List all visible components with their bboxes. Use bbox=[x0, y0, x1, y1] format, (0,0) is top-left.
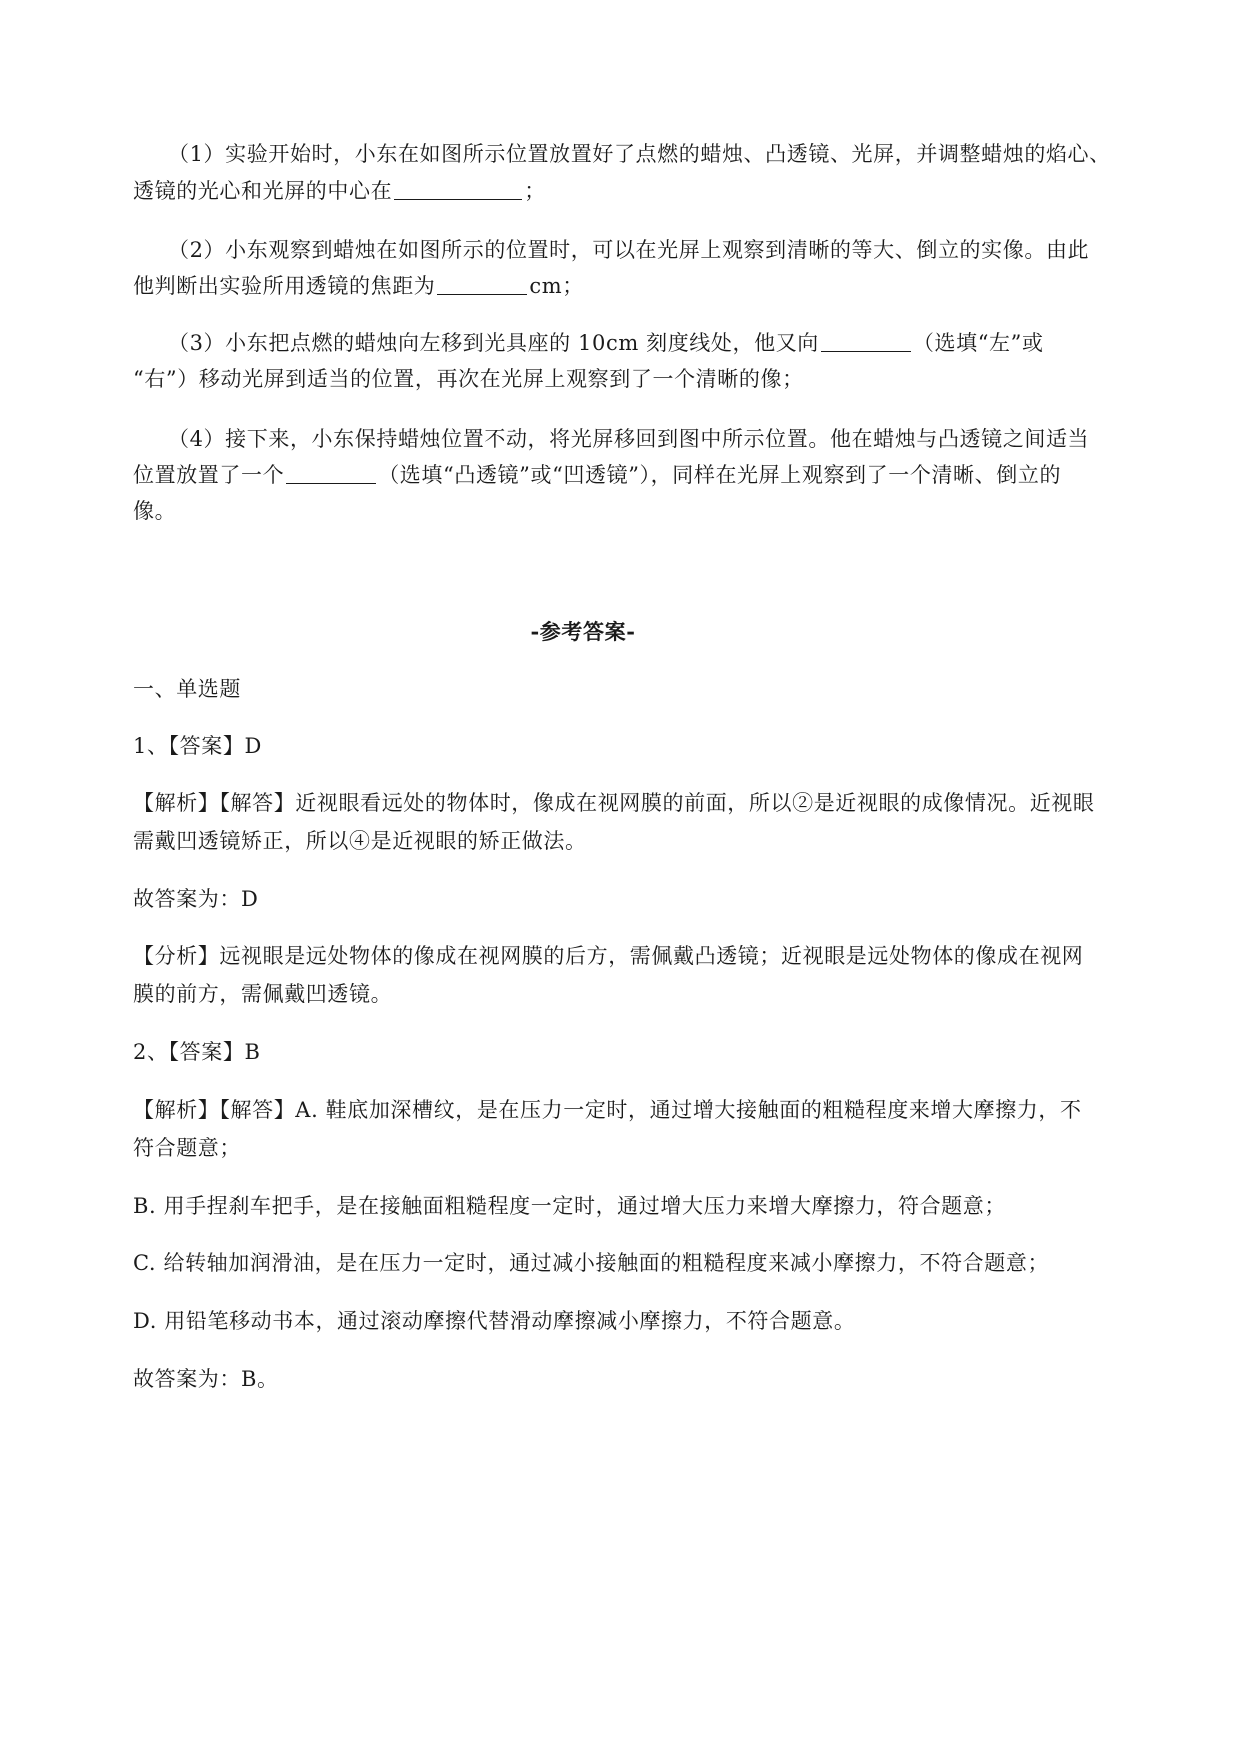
answer-1-analysis-line-2: 膜的前方，需佩戴凹透镜。 bbox=[133, 982, 393, 1006]
q2-answer-blank[interactable] bbox=[437, 272, 527, 295]
q2-text: 他判断出实验所用透镜的焦距为 bbox=[133, 274, 436, 298]
q1-line-2 bbox=[133, 176, 546, 206]
q1-line-1: （1）实验开始时，小东在如图所示位置放置好了点燃的蜡烛、凸透镜、光屏，并调整蜡烛的焰心、 bbox=[168, 142, 1111, 166]
answer-1-final: 故答案为：D bbox=[133, 887, 259, 911]
answer-2-option-b: B. 用手捏刹车把手，是在接触面粗糙程度一定时，通过增大压力来增大摩擦力，符合题意； bbox=[133, 1194, 1006, 1218]
answer-2-option-d: D. 用铅笔移动书本，通过滚动摩擦代替滑动摩擦减小摩擦力，不符合题意。 bbox=[133, 1309, 856, 1333]
answer-1-analysis-line-1: 【分析】远视眼是远处物体的像成在视网膜的后方，需佩戴凸透镜；近视眼是远处物体的像成在视网 bbox=[133, 944, 1084, 968]
answer-1-explanation-line-1: 【解析】【解答】近视眼看远处的物体时，像成在视网膜的前面，所以②是近视眼的成像情况。近视眼 bbox=[133, 791, 1095, 815]
q4-hint: （选填“凸透镜”或“凹透镜”），同样在光屏上观察到了一个清晰、倒立的 bbox=[378, 463, 1062, 487]
q4-line-2 bbox=[133, 460, 1061, 490]
q4-line-1: （4）接下来，小东保持蜡烛位置不动，将光屏移回到图中所示位置。他在蜡烛与凸透镜之间适当 bbox=[168, 427, 1090, 451]
section-heading: 一、单选题 bbox=[133, 677, 241, 701]
answer-2-option-c: C. 给转轴加润滑油，是在压力一定时，通过减小接触面的粗糙程度来减小摩擦力，不符合题意； bbox=[133, 1251, 1050, 1275]
q1-answer-blank[interactable] bbox=[394, 177, 522, 200]
answers-title: -参考答案- bbox=[530, 619, 636, 644]
q2-line-2 bbox=[133, 271, 584, 301]
q3-text: （3）小东把点燃的蜡烛向左移到光具座的 10cm 刻度线处，他又向 bbox=[168, 331, 819, 355]
answer-2-explanation-line-1: 【解析】【解答】A. 鞋底加深槽纹，是在压力一定时，通过增大接触面的粗糙程度来增大摩擦力，不 bbox=[133, 1098, 1082, 1122]
q1-end: ； bbox=[524, 179, 546, 203]
q2-unit: cm； bbox=[529, 274, 584, 298]
answer-1-heading: 1、【答案】D bbox=[133, 734, 262, 758]
q3-answer-blank[interactable] bbox=[821, 329, 911, 352]
q4-text: 位置放置了一个 bbox=[133, 463, 285, 487]
q2-line-1: （2）小东观察到蜡烛在如图所示的位置时，可以在光屏上观察到清晰的等大、倒立的实像。由此 bbox=[168, 238, 1090, 262]
q3-hint: （选填“左”或 bbox=[912, 331, 1044, 355]
answer-1-explanation-line-2: 需戴凹透镜矫正，所以④是近视眼的矫正做法。 bbox=[133, 829, 587, 853]
answer-2-heading: 2、【答案】B bbox=[133, 1040, 261, 1064]
q1-text: 透镜的光心和光屏的中心在 bbox=[133, 179, 393, 203]
q3-line-2: “右”）移动光屏到适当的位置，再次在光屏上观察到了一个清晰的像； bbox=[133, 367, 804, 391]
answer-2-final: 故答案为：B。 bbox=[133, 1367, 279, 1391]
answer-2-explanation-line-2: 符合题意； bbox=[133, 1136, 241, 1160]
q4-line-3: 像。 bbox=[133, 499, 177, 523]
q3-line-1 bbox=[168, 328, 1044, 358]
q4-answer-blank[interactable] bbox=[286, 461, 376, 484]
